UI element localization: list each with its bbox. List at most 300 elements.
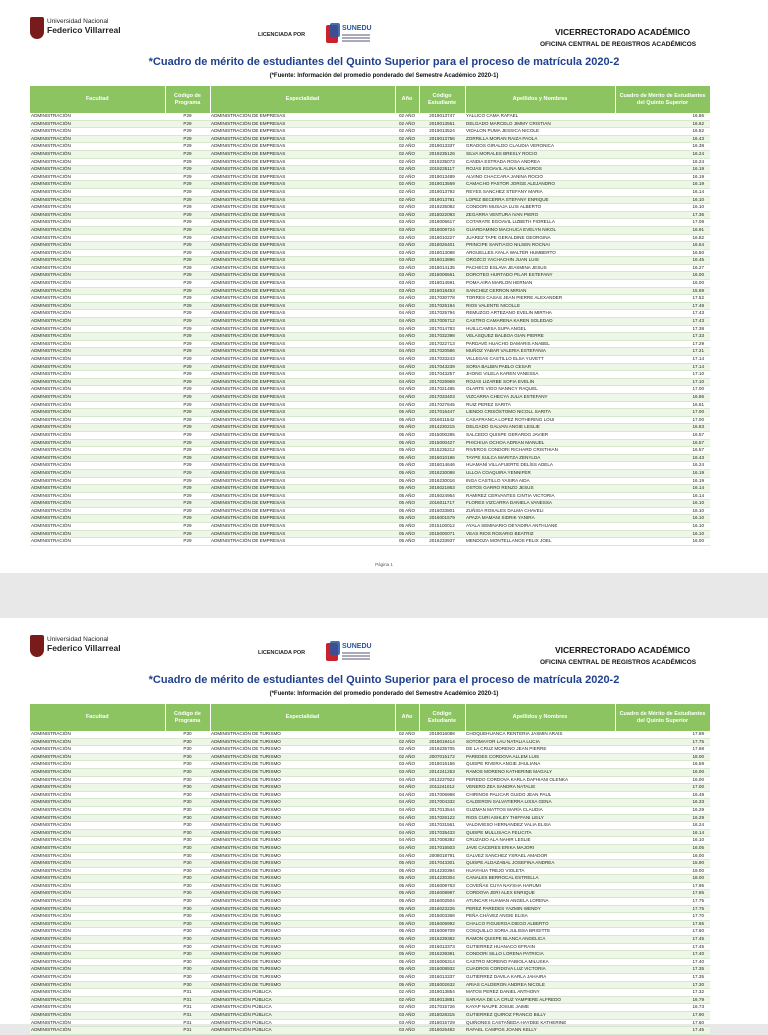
promedio-cell: 16.52 (615, 128, 710, 136)
table-row (30, 738, 710, 746)
codigo-estudiante-cell: 2018022093 (419, 211, 465, 219)
table-row (30, 799, 710, 807)
facultad-cell: ADMINISTRACIÓN (30, 135, 165, 143)
col-anio-header: Año (395, 86, 419, 113)
codigo-estudiante-cell: 2016008987 (419, 890, 465, 898)
nombre-cell: DE LA CRUZ MORENO JEAN PIERRE (465, 746, 615, 754)
table-row (30, 272, 710, 280)
codigo-programa-cell: P30 (165, 890, 210, 898)
codigo-programa-cell: P29 (165, 295, 210, 303)
especialidad-cell: ADMINISTRACIÓN DE EMPRESAS (210, 158, 395, 166)
anio-cell: 03 AÑO (395, 257, 419, 265)
codigo-estudiante-cell: 2017027645 (419, 401, 465, 409)
promedio-cell: 16.43 (615, 454, 710, 462)
codigo-programa-cell: P31 (165, 1019, 210, 1027)
nombre-cell: CASAFRANCA LOPEZ ROTHERING LOUI (465, 416, 615, 424)
sunedu-logo (326, 23, 372, 47)
promedio-cell: 16.57 (615, 439, 710, 447)
nombre-cell: PACHECO ESLAVA JEASMINA JESUS (465, 264, 615, 272)
codigo-programa-cell: P30 (165, 867, 210, 875)
anio-cell: 05 AÑO (395, 469, 419, 477)
codigo-programa-cell: P30 (165, 905, 210, 913)
codigo-estudiante-cell: 2017006968 (419, 791, 465, 799)
facultad-cell: ADMINISTRACIÓN (30, 431, 165, 439)
anio-cell: 05 AÑO (395, 920, 419, 928)
codigo-programa-cell: P29 (165, 447, 210, 455)
codigo-programa-cell: P29 (165, 257, 210, 265)
promedio-cell: 17.89 (615, 731, 710, 738)
nombre-cell: YALLICO CAMA RAFAEL (465, 113, 615, 120)
facultad-cell: ADMINISTRACIÓN (30, 249, 165, 257)
licenciada-label: LICENCIADA POR (258, 32, 306, 38)
especialidad-cell: ADMINISTRACIÓN DE EMPRESAS (210, 356, 395, 364)
especialidad-cell: ADMINISTRACIÓN DE EMPRESAS (210, 226, 395, 234)
page-header (0, 0, 768, 52)
facultad-cell: ADMINISTRACIÓN (30, 1019, 165, 1027)
facultad-cell: ADMINISTRACIÓN (30, 295, 165, 303)
col-apellidos-nombres-header: Apellidos y Nombres (465, 86, 615, 113)
anio-cell: 05 AÑO (395, 424, 419, 432)
especialidad-cell: ADMINISTRACIÓN DE TURISMO (210, 806, 395, 814)
promedio-cell: 17.85 (615, 890, 710, 898)
facultad-cell: ADMINISTRACIÓN (30, 784, 165, 792)
promedio-cell: 16.50 (615, 249, 710, 257)
codigo-programa-cell: P30 (165, 746, 210, 754)
facultad-cell: ADMINISTRACIÓN (30, 768, 165, 776)
document-subtitle: (*Fuente: Información del promedio ponderado del Semestre Académico 2020-1) (269, 691, 499, 697)
codigo-programa-cell: P29 (165, 204, 210, 212)
facultad-cell: ADMINISTRACIÓN (30, 113, 165, 120)
nombre-cell: GUTIERREZ QUIROZ FRANCO BILLY (465, 1011, 615, 1019)
anio-cell: 05 AÑO (395, 431, 419, 439)
promedio-cell: 17.32 (615, 989, 710, 997)
especialidad-cell: ADMINISTRACIÓN DE EMPRESAS (210, 530, 395, 538)
especialidad-cell: ADMINISTRACIÓN DE EMPRESAS (210, 295, 395, 303)
promedio-cell: 16.54 (615, 242, 710, 250)
especialidad-cell: ADMINISTRACIÓN PÚBLICA (210, 1027, 395, 1035)
facultad-cell: ADMINISTRACIÓN (30, 951, 165, 959)
table-row (30, 913, 710, 921)
codigo-estudiante-cell: 2016239382 (419, 936, 465, 944)
promedio-cell: 16.10 (615, 204, 710, 212)
codigo-programa-cell: P30 (165, 852, 210, 860)
facultad-cell: ADMINISTRACIÓN (30, 454, 165, 462)
promedio-cell: 16.79 (615, 996, 710, 1004)
codigo-programa-cell: P29 (165, 287, 210, 295)
table-row (30, 996, 710, 1004)
codigo-programa-cell: P29 (165, 333, 210, 341)
especialidad-cell: ADMINISTRACIÓN DE EMPRESAS (210, 393, 395, 401)
especialidad-cell: ADMINISTRACIÓN PÚBLICA (210, 996, 395, 1004)
nombre-cell: GRADOS GIRALDO CLAUDIA VERONICA (465, 143, 615, 151)
table-body (30, 731, 710, 1034)
promedio-cell: 16.14 (615, 188, 710, 196)
table-row (30, 920, 710, 928)
promedio-cell: 16.43 (615, 135, 710, 143)
especialidad-cell: ADMINISTRACIÓN DE EMPRESAS (210, 538, 395, 546)
facultad-cell: ADMINISTRACIÓN (30, 204, 165, 212)
facultad-cell: ADMINISTRACIÓN (30, 416, 165, 424)
codigo-programa-cell: P29 (165, 507, 210, 515)
facultad-cell: ADMINISTRACIÓN (30, 462, 165, 470)
nombre-cell: LOPEZ BECERRA STEFANY ENRIQUE (465, 196, 615, 204)
nombre-cell: COTARATE EGOAVIL LIZBETH FIORELLA (465, 219, 615, 227)
facultad-cell: ADMINISTRACIÓN (30, 386, 165, 394)
codigo-estudiante-cell: 2017031561 (419, 822, 465, 830)
promedio-cell: 16.86 (615, 393, 710, 401)
codigo-estudiante-cell: 2008018791 (419, 852, 465, 860)
promedio-cell: 16.24 (615, 822, 710, 830)
codigo-estudiante-cell: 2019013792 (419, 188, 465, 196)
table-row (30, 951, 710, 959)
promedio-cell: 15.90 (615, 860, 710, 868)
codigo-programa-cell: P30 (165, 784, 210, 792)
table-row (30, 128, 710, 136)
anio-cell: 05 AÑO (395, 890, 419, 898)
codigo-estudiante-cell: 2017013544 (419, 806, 465, 814)
sunedu-text: SUNEDU (342, 643, 372, 650)
promedio-cell: 16.10 (615, 530, 710, 538)
table-row (30, 416, 710, 424)
table-row (30, 469, 710, 477)
especialidad-cell: ADMINISTRACIÓN DE EMPRESAS (210, 485, 395, 493)
especialidad-cell: ADMINISTRACIÓN DE TURISMO (210, 860, 395, 868)
especialidad-cell: ADMINISTRACIÓN DE EMPRESAS (210, 386, 395, 394)
col-anio-header: Año (395, 704, 419, 731)
anio-cell: 05 AÑO (395, 882, 419, 890)
codigo-estudiante-cell: 2016233937 (419, 538, 465, 546)
codigo-estudiante-cell: 2017016447 (419, 409, 465, 417)
facultad-cell: ADMINISTRACIÓN (30, 958, 165, 966)
nombre-cell: OLARTE VIGO NANNCY RAQUEL (465, 386, 615, 394)
promedio-cell: 17.29 (615, 340, 710, 348)
codigo-estudiante-cell: 2017015503 (419, 844, 465, 852)
especialidad-cell: ADMINISTRACIÓN DE EMPRESAS (210, 150, 395, 158)
facultad-cell: ADMINISTRACIÓN (30, 966, 165, 974)
codigo-programa-cell: P29 (165, 386, 210, 394)
nombre-cell: JUAREZ TAPE GERALDINE GEORGINA (465, 234, 615, 242)
nombre-cell: FLORES VIZCARRA DANIELA VANESSA (465, 500, 615, 508)
codigo-programa-cell: P29 (165, 485, 210, 493)
codigo-programa-cell: P29 (165, 340, 210, 348)
anio-cell: 05 AÑO (395, 974, 419, 982)
codigo-estudiante-cell: 2015000071 (419, 530, 465, 538)
especialidad-cell: ADMINISTRACIÓN DE TURISMO (210, 913, 395, 921)
codigo-programa-cell: P29 (165, 462, 210, 470)
especialidad-cell: ADMINISTRACIÓN DE EMPRESAS (210, 340, 395, 348)
codigo-estudiante-cell: 2017005712 (419, 318, 465, 326)
anio-cell: 05 AÑO (395, 439, 419, 447)
codigo-programa-cell: P29 (165, 272, 210, 280)
nombre-cell: RAFAEL CAMPOS JOANN KELLY (465, 1027, 615, 1035)
codigo-estudiante-cell: 2017021485 (419, 386, 465, 394)
codigo-estudiante-cell: 2016011717 (419, 500, 465, 508)
facultad-cell: ADMINISTRACIÓN (30, 746, 165, 754)
vicerrectorado-heading: VICERRECTORADO ACADÉMICO (555, 27, 691, 37)
table-row (30, 776, 710, 784)
promedio-cell: 17.09 (615, 219, 710, 227)
codigo-programa-cell: P29 (165, 393, 210, 401)
promedio-cell: 17.00 (615, 416, 710, 424)
anio-cell: 04 AÑO (395, 784, 419, 792)
especialidad-cell: ADMINISTRACIÓN DE EMPRESAS (210, 234, 395, 242)
nombre-cell: QUISPE ALDAZABAL JOSEFINA ANDREA (465, 860, 615, 868)
codigo-estudiante-cell: 2018014591 (419, 280, 465, 288)
anio-cell: 02 AÑO (395, 143, 419, 151)
anio-cell: 04 AÑO (395, 806, 419, 814)
table-header (30, 86, 710, 113)
especialidad-cell: ADMINISTRACIÓN DE EMPRESAS (210, 188, 395, 196)
merit-table-page-1 (30, 86, 711, 546)
especialidad-cell: ADMINISTRACIÓN DE TURISMO (210, 974, 395, 982)
codigo-estudiante-cell: 2016008709 (419, 928, 465, 936)
anio-cell: 03 AÑO (395, 287, 419, 295)
table-row (30, 401, 710, 409)
table-row (30, 1011, 710, 1019)
codigo-programa-cell: P29 (165, 264, 210, 272)
codigo-estudiante-cell: 2014230215 (419, 424, 465, 432)
promedio-cell: 17.45 (615, 943, 710, 951)
facultad-cell: ADMINISTRACIÓN (30, 753, 165, 761)
codigo-programa-cell: P29 (165, 515, 210, 523)
nombre-cell: RAMOS MORENO KATHERINE MAGALY (465, 768, 615, 776)
codigo-estudiante-cell: 2019013551 (419, 120, 465, 128)
table-row (30, 768, 710, 776)
anio-cell: 05 AÑO (395, 454, 419, 462)
anio-cell: 04 AÑO (395, 318, 419, 326)
codigo-programa-cell: P30 (165, 844, 210, 852)
nombre-cell: COVEÑAS CUYA NAYSHA HARUMI (465, 882, 615, 890)
nombre-cell: CORDOVA JERI ALEX ENRIQUE (465, 890, 615, 898)
anio-cell: 05 AÑO (395, 515, 419, 523)
promedio-cell: 17.75 (615, 905, 710, 913)
table-row (30, 188, 710, 196)
page-header (0, 618, 768, 670)
anio-cell: 05 AÑO (395, 507, 419, 515)
anio-cell: 03 AÑO (395, 264, 419, 272)
nombre-cell: GUTIERREZ HUANACO EFRAIN (465, 943, 615, 951)
table-row (30, 822, 710, 830)
especialidad-cell: ADMINISTRACIÓN DE EMPRESAS (210, 401, 395, 409)
codigo-estudiante-cell: 2017008392 (419, 837, 465, 845)
codigo-programa-cell: P29 (165, 113, 210, 120)
facultad-cell: ADMINISTRACIÓN (30, 196, 165, 204)
codigo-estudiante-cell: 2017032398 (419, 333, 465, 341)
facultad-cell: ADMINISTRACIÓN (30, 469, 165, 477)
table-row (30, 806, 710, 814)
facultad-cell: ADMINISTRACIÓN (30, 356, 165, 364)
anio-cell: 04 AÑO (395, 295, 419, 303)
nombre-cell: PRINCIPE SANTIAGO NILSEN ROCNAI (465, 242, 615, 250)
anio-cell: 04 AÑO (395, 822, 419, 830)
table-row (30, 143, 710, 151)
table-row (30, 966, 710, 974)
especialidad-cell: ADMINISTRACIÓN DE EMPRESAS (210, 523, 395, 531)
table-row (30, 295, 710, 303)
sunedu-blue-mark-icon (330, 23, 340, 37)
table-row (30, 515, 710, 523)
facultad-cell: ADMINISTRACIÓN (30, 409, 165, 417)
codigo-estudiante-cell: 2014241253 (419, 768, 465, 776)
facultad-cell: ADMINISTRACIÓN (30, 477, 165, 485)
anio-cell: 04 AÑO (395, 356, 419, 364)
codigo-programa-cell: P29 (165, 409, 210, 417)
codigo-estudiante-cell: 2017014783 (419, 325, 465, 333)
codigo-programa-cell: P30 (165, 981, 210, 989)
promedio-cell: 17.14 (615, 356, 710, 364)
table-row (30, 173, 710, 181)
nombre-cell: REMUZGO ARTEZANO EVELIN MIRTHA (465, 310, 615, 318)
anio-cell: 02 AÑO (395, 753, 419, 761)
nombre-cell: CONDORI MUSAJA LUIS ALBERTO (465, 204, 615, 212)
codigo-estudiante-cell: 2019013524 (419, 128, 465, 136)
codigo-programa-cell: P29 (165, 523, 210, 531)
anio-cell: 04 AÑO (395, 340, 419, 348)
anio-cell: 05 AÑO (395, 530, 419, 538)
anio-cell: 04 AÑO (395, 371, 419, 379)
codigo-estudiante-cell: 2016006992 (419, 920, 465, 928)
especialidad-cell: ADMINISTRACIÓN DE EMPRESAS (210, 416, 395, 424)
codigo-estudiante-cell: 2013237922 (419, 776, 465, 784)
anio-cell: 05 AÑO (395, 485, 419, 493)
table-row (30, 981, 710, 989)
codigo-estudiante-cell: 2015100012 (419, 523, 465, 531)
nombre-cell: CANDIA ESTRADA ROSA ANDREA (465, 158, 615, 166)
nombre-cell: ROJAS LIZARBE SOFIA EVELIN (465, 378, 615, 386)
especialidad-cell: ADMINISTRACIÓN DE EMPRESAS (210, 454, 395, 462)
especialidad-cell: ADMINISTRACIÓN DE TURISMO (210, 829, 395, 837)
anio-cell: 04 AÑO (395, 791, 419, 799)
codigo-estudiante-cell: 2019235126 (419, 150, 465, 158)
sunedu-logo (326, 641, 372, 665)
facultad-cell: ADMINISTRACIÓN (30, 882, 165, 890)
anio-cell: 05 AÑO (395, 898, 419, 906)
anio-cell: 05 AÑO (395, 943, 419, 951)
promedio-cell: 16.00 (615, 852, 710, 860)
anio-cell: 02 AÑO (395, 173, 419, 181)
codigo-programa-cell: P30 (165, 799, 210, 807)
nombre-cell: CASTRO MORENO FABIOLA MILUSKA (465, 958, 615, 966)
especialidad-cell: ADMINISTRACIÓN DE EMPRESAS (210, 507, 395, 515)
promedio-cell: 17.48 (615, 302, 710, 310)
especialidad-cell: ADMINISTRACIÓN DE EMPRESAS (210, 424, 395, 432)
table-row (30, 181, 710, 189)
table-row (30, 393, 710, 401)
codigo-estudiante-cell: 2014230304 (419, 875, 465, 883)
table-row (30, 746, 710, 754)
nombre-cell: ROJAS EGOAVIL ALINA MILAGROS (465, 166, 615, 174)
facultad-cell: ADMINISTRACIÓN (30, 264, 165, 272)
table-row (30, 211, 710, 219)
especialidad-cell: ADMINISTRACIÓN DE TURISMO (210, 936, 395, 944)
table-row (30, 242, 710, 250)
codigo-estudiante-cell: 2017026194 (419, 302, 465, 310)
table-row (30, 500, 710, 508)
facultad-cell: ADMINISTRACIÓN (30, 439, 165, 447)
table-row (30, 958, 710, 966)
codigo-programa-cell: P30 (165, 753, 210, 761)
promedio-cell: 16.45 (615, 257, 710, 265)
codigo-estudiante-cell: 2018013896 (419, 257, 465, 265)
especialidad-cell: ADMINISTRACIÓN DE TURISMO (210, 844, 395, 852)
table-row (30, 814, 710, 822)
codigo-estudiante-cell: 2016024954 (419, 492, 465, 500)
especialidad-cell: ADMINISTRACIÓN DE EMPRESAS (210, 166, 395, 174)
table-row (30, 989, 710, 997)
codigo-programa-cell: P29 (165, 401, 210, 409)
especialidad-cell: ADMINISTRACIÓN DE EMPRESAS (210, 318, 395, 326)
especialidad-cell: ADMINISTRACIÓN DE TURISMO (210, 814, 395, 822)
especialidad-cell: ADMINISTRACIÓN DE EMPRESAS (210, 196, 395, 204)
nombre-cell: POMA AIRA MARLON HERNAN (465, 280, 615, 288)
promedio-cell: 15.69 (615, 287, 710, 295)
promedio-cell: 17.43 (615, 318, 710, 326)
codigo-programa-cell: P29 (165, 371, 210, 379)
facultad-cell: ADMINISTRACIÓN (30, 226, 165, 234)
university-name-small: Universidad Nacional (47, 18, 109, 25)
codigo-programa-cell: P30 (165, 761, 210, 769)
document-title: *Cuadro de mérito de estudiantes del Quinto Superior para el proceso de matrícula 2020-2 (148, 56, 620, 68)
codigo-estudiante-cell: 2019013881 (419, 996, 465, 1004)
codigo-estudiante-cell: 2019235073 (419, 158, 465, 166)
nombre-cell: QUISPE MULLISACA FELICITA (465, 829, 615, 837)
anio-cell: 05 AÑO (395, 538, 419, 546)
table-row (30, 431, 710, 439)
promedio-cell: 17.68 (615, 746, 710, 754)
codigo-estudiante-cell: 2017004332 (419, 799, 465, 807)
codigo-estudiante-cell: 2016239391 (419, 951, 465, 959)
codigo-programa-cell: P29 (165, 310, 210, 318)
promedio-cell: 17.95 (615, 882, 710, 890)
nombre-cell: DELGADO GALVAN ANGIE LESLIE (465, 424, 615, 432)
nombre-cell: SOTOMAYOR LAU NATALIA LUCIA (465, 738, 615, 746)
especialidad-cell: ADMINISTRACIÓN DE EMPRESAS (210, 431, 395, 439)
codigo-estudiante-cell: 2018005617 (419, 219, 465, 227)
nombre-cell: DELGADO MARCELO JIMMY CRISTIAN (465, 120, 615, 128)
promedio-cell: 19.00 (615, 867, 710, 875)
codigo-programa-cell: P29 (165, 318, 210, 326)
codigo-estudiante-cell: 2015000285 (419, 431, 465, 439)
nombre-cell: OROZCO YACHACHIN JUAN LUIS (465, 257, 615, 265)
anio-cell: 04 AÑO (395, 333, 419, 341)
table-row (30, 477, 710, 485)
especialidad-cell: ADMINISTRACIÓN DE EMPRESAS (210, 348, 395, 356)
codigo-estudiante-cell: 2018018453 (419, 287, 465, 295)
nombre-cell: RUIZ PEREZ SARITA (465, 401, 615, 409)
codigo-estudiante-cell: 2018026401 (419, 242, 465, 250)
col-cuadro-merito-header: Cuadro de Mérito de Estudiantes del Quinto Superior (615, 86, 710, 113)
facultad-cell: ADMINISTRACIÓN (30, 424, 165, 432)
facultad-cell: ADMINISTRACIÓN (30, 272, 165, 280)
facultad-cell: ADMINISTRACIÓN (30, 530, 165, 538)
codigo-estudiante-cell: 2018010227 (419, 234, 465, 242)
nombre-cell: VIZCARRA CHECYA JULIA ESTEFANY (465, 393, 615, 401)
especialidad-cell: ADMINISTRACIÓN DE EMPRESAS (210, 181, 395, 189)
unfv-logo (30, 635, 125, 659)
codigo-programa-cell: P29 (165, 492, 210, 500)
facultad-cell: ADMINISTRACIÓN (30, 219, 165, 227)
promedio-cell: 16.19 (615, 173, 710, 181)
promedio-cell: 17.43 (615, 310, 710, 318)
codigo-estudiante-cell: 2019016088 (419, 731, 465, 738)
nombre-cell: SILVA MORALES BRESLY ROCIO (465, 150, 615, 158)
promedio-cell: 16.29 (615, 806, 710, 814)
promedio-cell: 16.24 (615, 158, 710, 166)
promedio-cell: 16.27 (615, 264, 710, 272)
nombre-cell: AYALA SEMINARIO DEYADIRA ANTHUANE (465, 523, 615, 531)
facultad-cell: ADMINISTRACIÓN (30, 875, 165, 883)
especialidad-cell: ADMINISTRACIÓN DE TURISMO (210, 867, 395, 875)
